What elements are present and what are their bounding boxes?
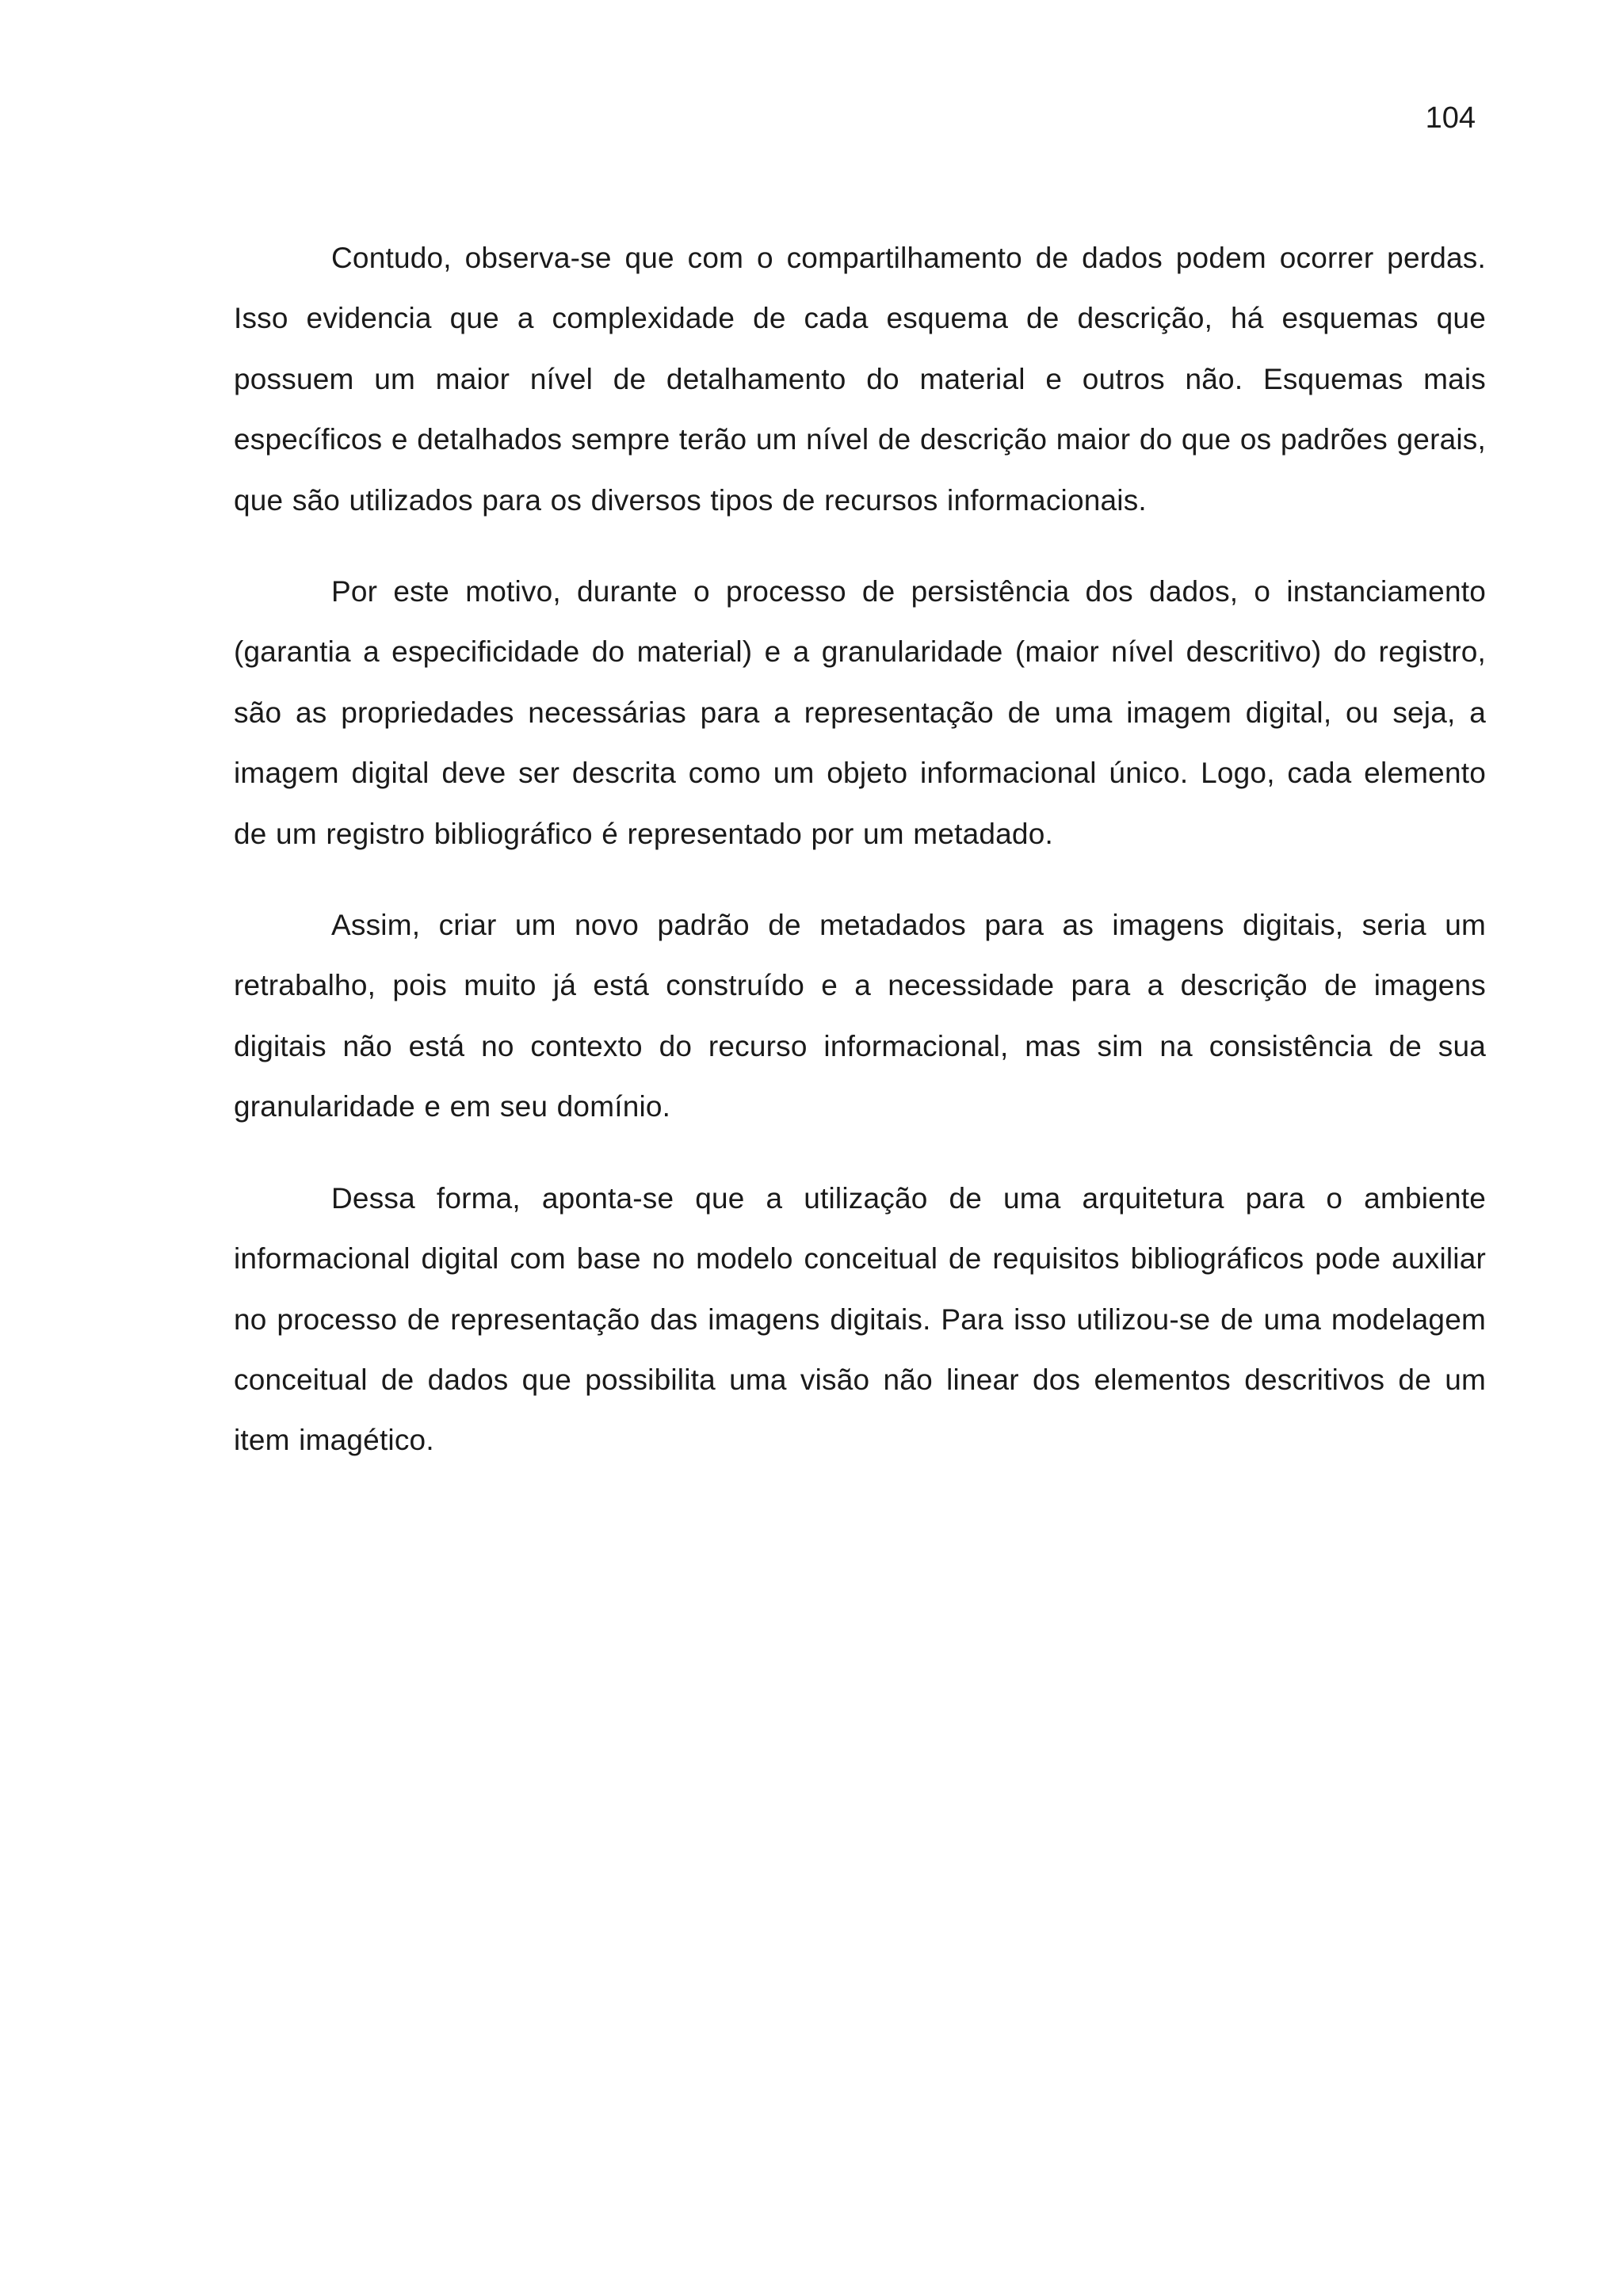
paragraph-4: Dessa forma, aponta-se que a utilização de uma arquitetura para o ambiente informacional digital com base no modelo conceitual de requisitos bibliográficos pode auxiliar no processo de representação das imagens digitais. Para isso utilizou-se de uma modelagem conceitual de dados que possibilita uma visão não linear dos elementos descritivos de um item imagético. <box>234 1181 1486 1457</box>
page-number: 104 <box>1425 101 1476 135</box>
body-text <box>234 228 1486 1502</box>
paragraph-1: Contudo, observa-se que com o compartilhamento de dados podem ocorrer perdas. Isso evidencia que a complexidade de cada esquema de descrição, há esquemas que possuem um maior nível de detalhamento do material e outros não. Esquemas mais específicos e detalhados sempre terão um nível de descrição maior do que os padrões gerais, que são utilizados para os diversos tipos de recursos informacionais. <box>234 242 1486 517</box>
paragraph-3: Assim, criar um novo padrão de metadados para as imagens digitais, seria um retrabalho, pois muito já está construído e a necessidade para a descrição de imagens digitais não está no contexto do recurso informacional, mas sim na consistência de sua granularidade e em seu domínio. <box>234 909 1486 1123</box>
paragraph-2: Por este motivo, durante o processo de persistência dos dados, o instanciamento (garantia a especificidade do material) e a granularidade (maior nível descritivo) do registro, são as propriedades necessárias para a representação de uma imagem digital, ou seja, a imagem digital deve ser descrita como um objeto informacional único. Logo, cada elemento de um registro bibliográfico é representado por um metadado. <box>234 575 1486 850</box>
